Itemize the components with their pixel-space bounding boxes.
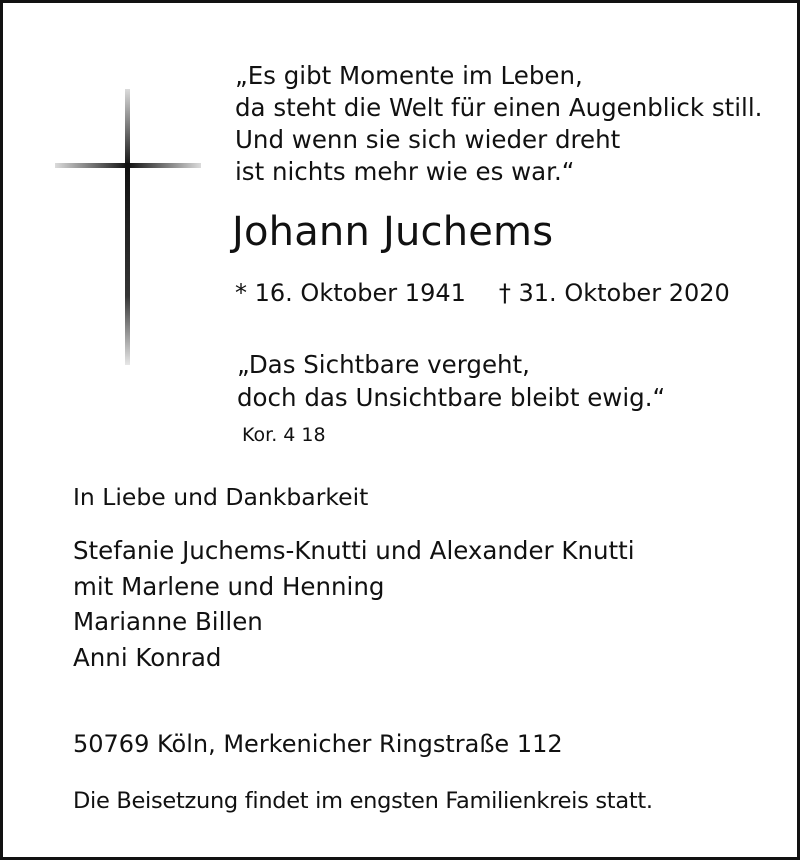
opening-quote-line: da steht die Welt für einen Augenblick still. [235, 93, 763, 122]
mourner-line: Stefanie Juchems-Knutti und Alexander Knutti [73, 536, 635, 565]
death-date: † 31. Oktober 2020 [498, 279, 730, 307]
cross-icon [55, 89, 201, 365]
opening-quote-line: ist nichts mehr wie es war.“ [235, 157, 575, 186]
mourner-line: mit Marlene und Henning [73, 571, 385, 601]
opening-quote [235, 60, 762, 188]
deceased-name: Johann Juchems [232, 209, 554, 255]
bible-reference: Kor. 4 18 [242, 424, 326, 446]
opening-quote-line: Und wenn sie sich wieder dreht [235, 125, 621, 154]
mourner-line: Anni Konrad [73, 642, 222, 672]
burial-note: Die Beisetzung findet im engsten Familienkreis statt. [73, 788, 653, 814]
bible-quote [237, 348, 665, 414]
life-dates [235, 281, 730, 305]
mourners-list [73, 533, 635, 675]
mourners-intro: In Liebe und Dankbarkeit [73, 483, 369, 511]
bible-quote-line: „Das Sichtbare vergeht, [237, 350, 530, 379]
address: 50769 Köln, Merkenicher Ringstraße 112 [73, 730, 563, 758]
mourner-line: Marianne Billen [73, 607, 263, 636]
birth-date: * 16. Oktober 1941 [235, 279, 466, 307]
opening-quote-line: „Es gibt Momente im Leben, [235, 61, 583, 90]
bible-quote-line: doch das Unsichtbare bleibt ewig.“ [237, 383, 666, 412]
